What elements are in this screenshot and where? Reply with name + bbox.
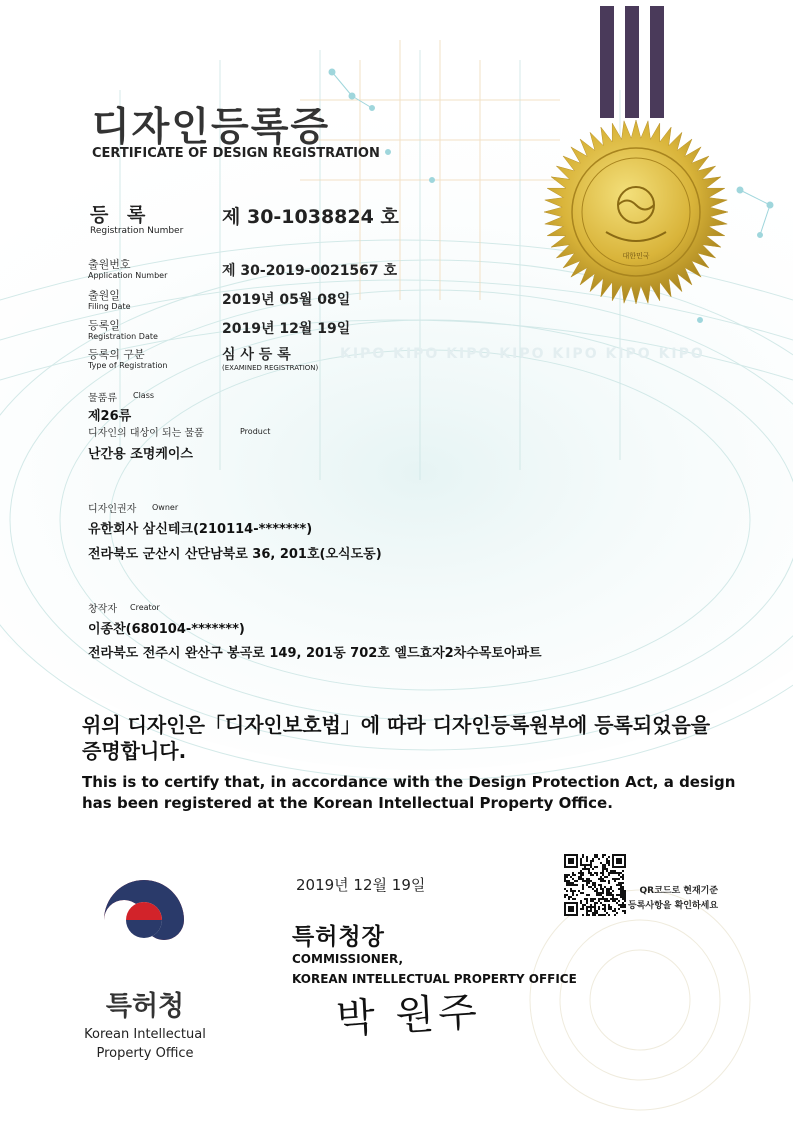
qr-note-line2: 등록사항을 확인하세요 — [628, 901, 719, 911]
application-label: 출원번호 — [88, 258, 131, 271]
registration-number: 제 30-1038824 호 — [222, 206, 399, 228]
gold-seal — [544, 120, 728, 304]
certification-english — [82, 772, 735, 814]
owner-label-english: Owner — [152, 503, 179, 512]
commissioner-english-line1: COMMISSIONER, — [292, 952, 404, 966]
filing-date: 2019년 05월 08일 — [222, 292, 351, 308]
certification-korean-line2: 증명합니다. — [82, 739, 187, 763]
owner-name: 유한회사 삼신테크(210114-*******) — [88, 522, 313, 537]
commissioner-signature: 박 원주 — [335, 989, 482, 1043]
registration-date-label: 등록일 — [88, 319, 120, 332]
application-number: 제 30-2019-0021567 호 — [222, 263, 398, 279]
creator-address: 전라북도 전주시 완산구 봉곡로 149, 201동 702호 엘드효자2차수목토아파트 — [88, 646, 542, 661]
product-label-english: Product — [240, 427, 271, 436]
filing-date-label: 출원일 — [88, 289, 120, 302]
kipo-english-line1: Korean Intellectual — [84, 1027, 206, 1042]
creator-label-english: Creator — [130, 603, 160, 612]
application-label-english: Application Number — [88, 271, 168, 280]
kipo-emblem-icon — [96, 872, 192, 968]
decor-stripe-3 — [650, 6, 664, 118]
decor-stripe-1 — [600, 6, 614, 118]
watermark-band: KIPO KIPO KIPO KIPO KIPO KIPO KIPO — [340, 346, 705, 362]
certification-english-line1: This is to certify that, in accordance with the Design Protection Act, a design — [82, 773, 736, 791]
qr-note — [628, 884, 718, 914]
kipo-english-line2: Property Office — [96, 1046, 194, 1061]
registration-type: 심 사 등 록 — [222, 347, 291, 363]
class-value: 제26류 — [88, 409, 132, 424]
issue-date: 2019년 12월 19일 — [296, 876, 426, 894]
document-title-english: CERTIFICATE OF DESIGN REGISTRATION — [92, 146, 380, 161]
class-label-english: Class — [133, 391, 155, 400]
decor-stripe-2 — [625, 6, 639, 118]
registration-label-english: Registration Number — [90, 226, 184, 236]
product-value: 난간용 조명케이스 — [88, 447, 193, 462]
product-label: 디자인의 대상이 되는 물품 — [88, 428, 204, 439]
registration-label: 등 록 — [90, 204, 152, 226]
registration-date-label-english: Registration Date — [88, 332, 158, 341]
registration-type-english: (EXAMINED REGISTRATION) — [222, 364, 319, 372]
document-title: 디자인등록증 — [92, 105, 331, 150]
registration-type-label-english: Type of Registration — [88, 361, 168, 370]
certification-korean-line1: 위의 디자인은「디자인보호법」에 따라 디자인등록원부에 등록되었음을 — [82, 713, 711, 737]
kipo-name-korean: 특허청 — [105, 991, 185, 1022]
registration-type-label: 등록의 구분 — [88, 348, 145, 361]
certification-english-line2: has been registered at the Korean Intellectual Property Office. — [82, 794, 613, 812]
qr-note-line1: QR코드로 현재기준 — [639, 886, 719, 896]
registration-date: 2019년 12월 19일 — [222, 321, 351, 337]
class-label: 물품류 — [88, 393, 117, 404]
owner-label: 디자인권자 — [88, 504, 137, 515]
certification-korean — [82, 712, 710, 764]
seal-text: 대한민국 — [622, 252, 650, 260]
creator-name: 이종찬(680104-*******) — [88, 622, 245, 637]
commissioner-english-line2: KOREAN INTELLECTUAL PROPERTY OFFICE — [292, 972, 577, 986]
kipo-name-english — [70, 1025, 220, 1063]
qr-code[interactable] — [564, 854, 626, 916]
filing-date-label-english: Filing Date — [88, 302, 131, 311]
creator-label: 창작자 — [88, 604, 117, 615]
owner-address: 전라북도 군산시 산단남북로 36, 201호(오식도동) — [88, 547, 382, 562]
commissioner-title: 특허청장 — [292, 924, 385, 950]
